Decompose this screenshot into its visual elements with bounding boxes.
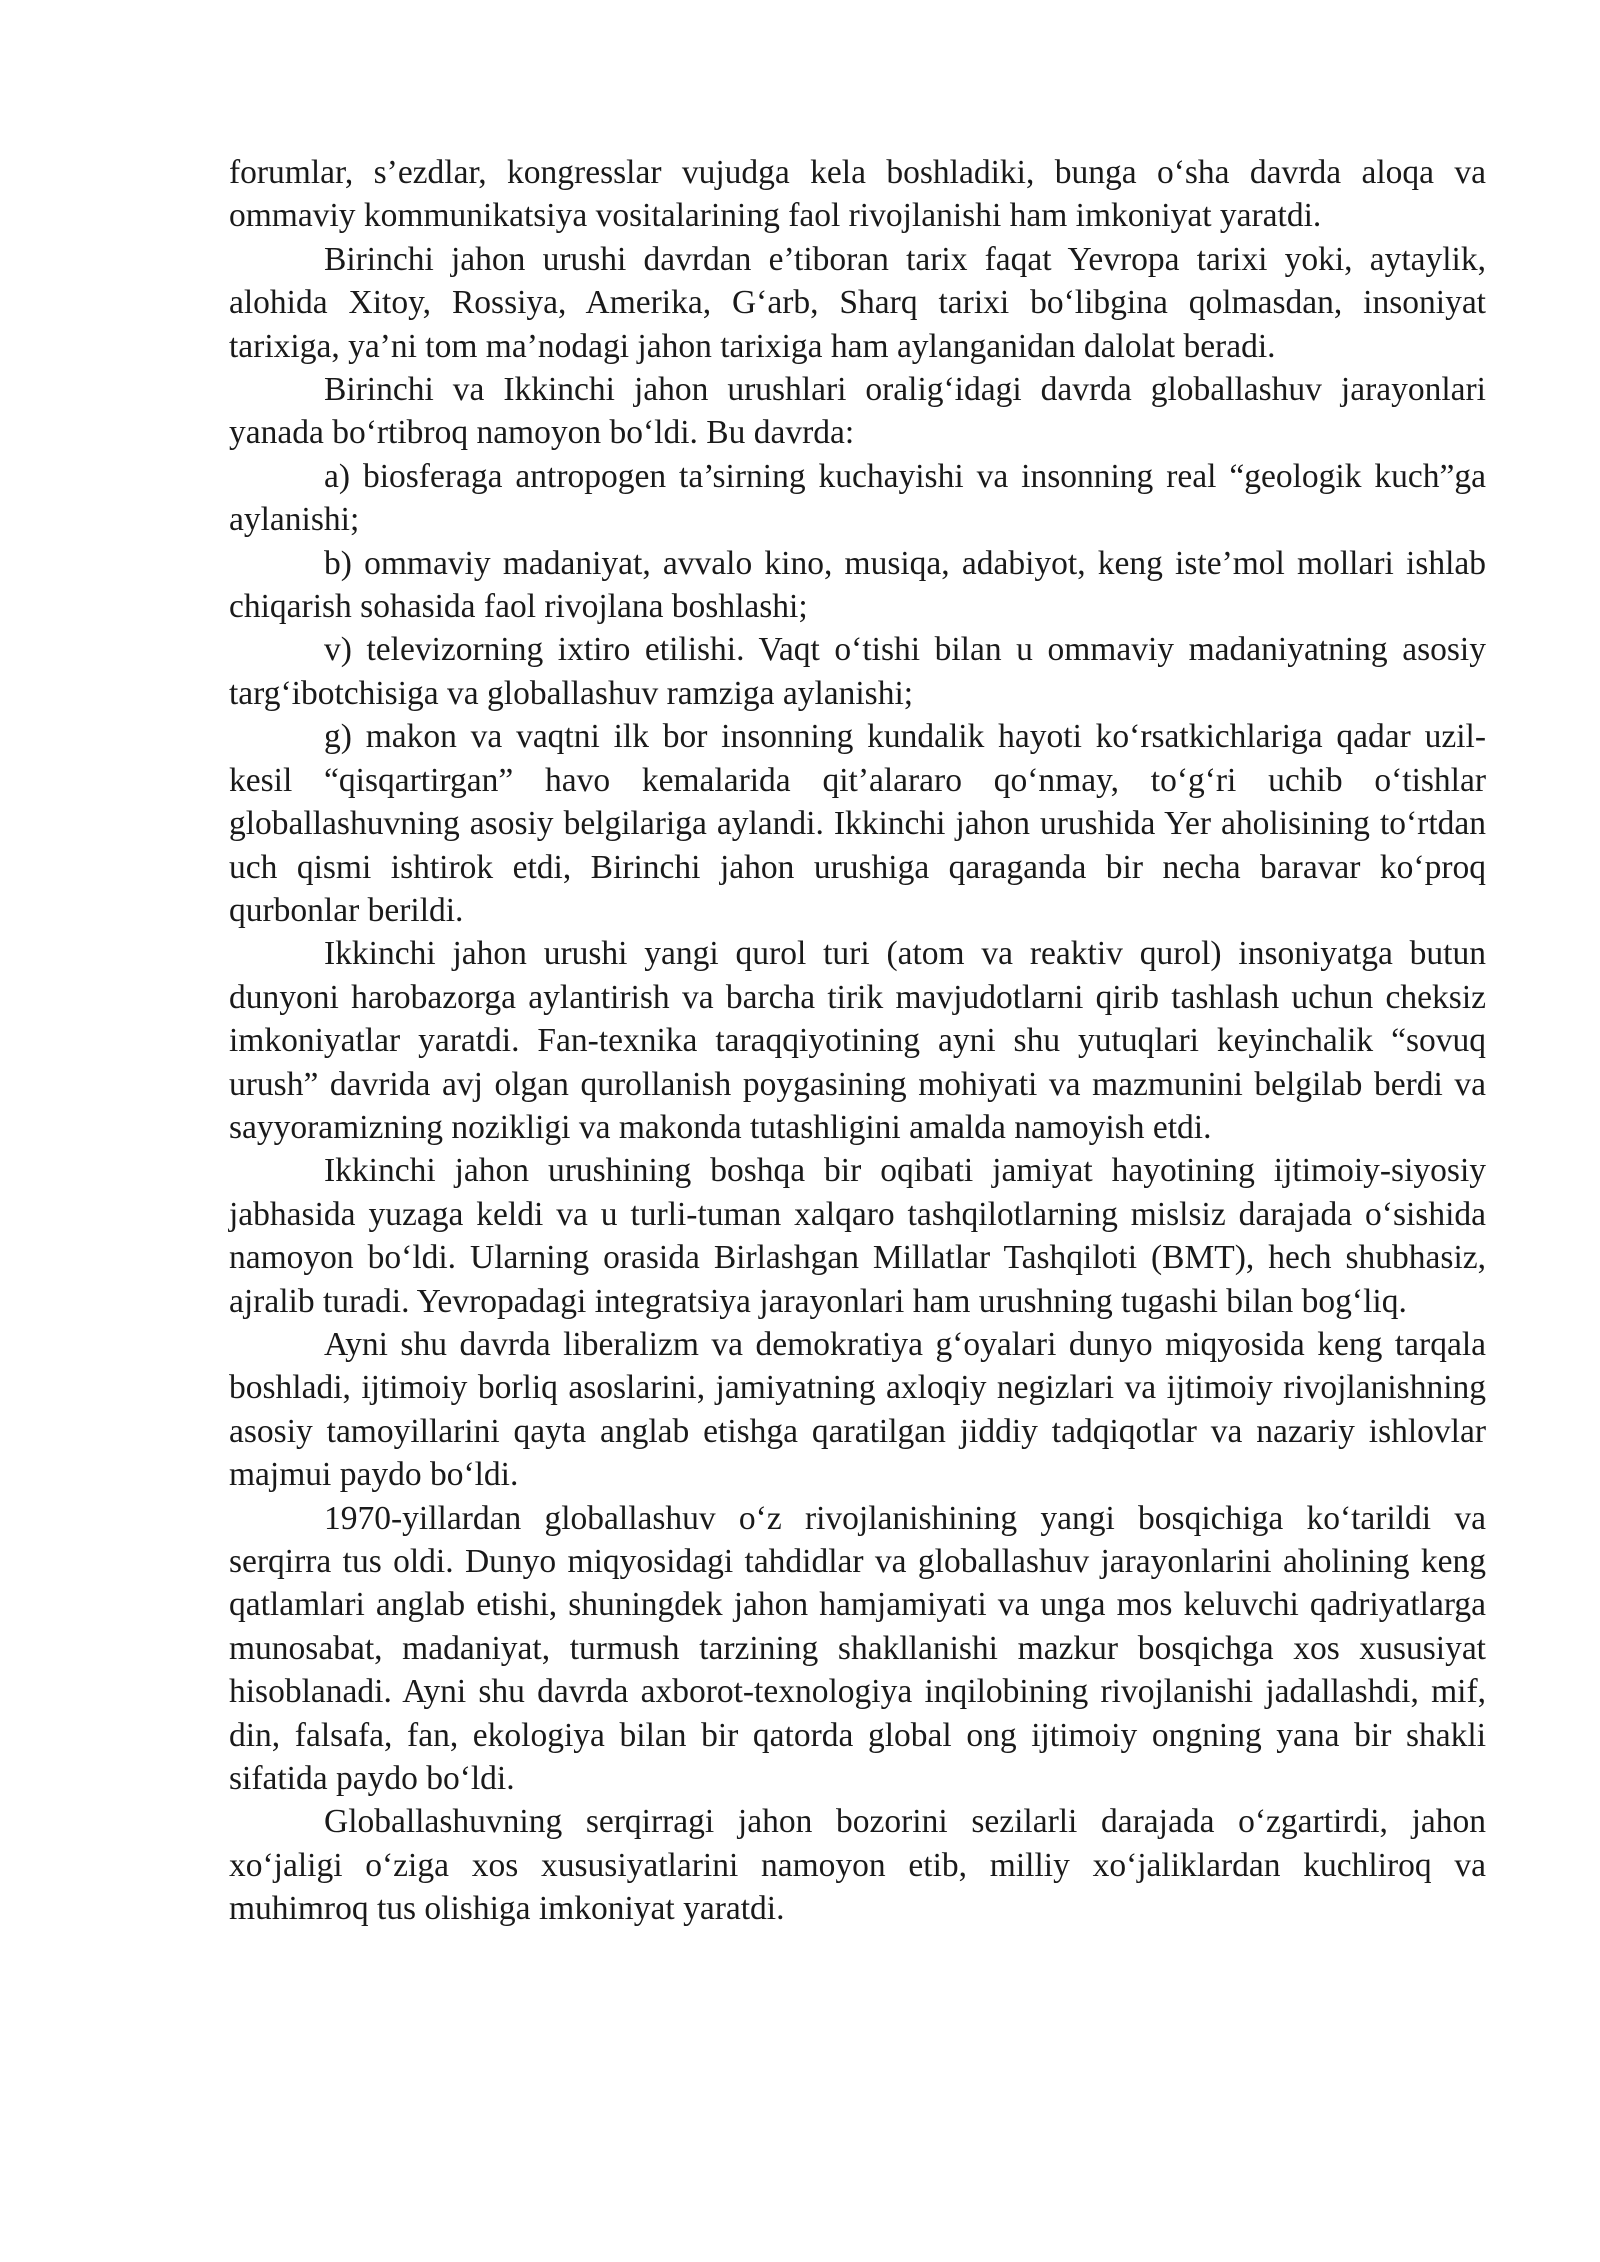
list-item-g: g) makon va vaqtni ilk bor insonning kundalik hayoti ko‘rsatkichlariga qadar uzil-kesil “qisqartirgan” havo kemalarida qit’alararo qo‘nmay, to‘g‘ri uchib o‘tishlar globallashuvning asosiy belgilariga aylandi. Ikkinchi jahon urushida Yer aholisining to‘rtdan uch qismi ishtirok etdi, Birinchi jahon urushiga qaraganda bir necha baravar ko‘proq qurbonlar berildi. xyxy=(229,718,1486,929)
paragraph-first-world-war: Birinchi jahon urushi davrdan e’tiboran tarix faqat Yevropa tarixi yoki, aytaylik, alohida Xitoy, Rossiya, Amerika, G‘arb, Sharq tarixi bo‘libgina qolmasdan, insoniyat tarixiga, ya’ni tom ma’nodagi jahon tarixiga ham aylanganidan dalolat beradi. xyxy=(229,240,1486,365)
paragraph-liberalism-democracy: Ayni shu davrda liberalizm va demokratiya g‘oyalari dunyo miqyosida keng tarqala boshladi, ijtimoiy borliq asoslarini, jamiyatning axloqiy negizlari va ijtimoiy rivojlanishning asosiy tamoyillarini qayta anglab etishga qaratilgan jiddiy tadqiqotlar va nazariy ishlovlar majmui paydo bo‘ldi. xyxy=(229,1325,1486,1494)
paragraph-world-market: Globallashuvning serqirragi jahon bozorini sezilarli darajada o‘zgartirdi, jahon xo‘jaligi o‘ziga xos xususiyatlarini namoyon etib, milliy xo‘jaliklardan kuchliroq va muhimroq tus olishiga imkoniyat yaratdi. xyxy=(229,1803,1486,1928)
list-item-v: v) televizorning ixtiro etilishi. Vaqt o‘tishi bilan u ommaviy madaniyatning asosiy targ‘ibotchisiga va globallashuv ramziga aylanishi; xyxy=(229,631,1486,712)
paragraph-international-organizations: Ikkinchi jahon urushining boshqa bir oqibati jamiyat hayotining ijtimoiy-siyosiy jabhasida yuzaga keldi va u turli-tuman xalqaro tashqilotlarning mislsiz darajada o‘sishida namoyon bo‘ldi. Ularning orasida Birlashgan Millatlar Tashqiloti (BMT), hech shubhasiz, ajralib turadi. Yevropadagi integratsiya jarayonlari ham urushning tugashi bilan bog‘liq. xyxy=(229,1152,1486,1320)
paragraph-continuation: forumlar, s’ezdlar, kongresslar vujudga kela boshladiki, bunga o‘sha davrda aloqa va ommaviy kommunikatsiya vositalarining faol rivojlanishi ham imkoniyat yaratdi. xyxy=(229,154,1486,235)
paragraph-interwar-period: Birinchi va Ikkinchi jahon urushlari oralig‘idagi davrda globallashuv jarayonlari yanada bo‘rtibroq namoyon bo‘ldi. Bu davrda: xyxy=(229,371,1486,452)
paragraph-second-world-war-weapons: Ikkinchi jahon urushi yangi qurol turi (atom va reaktiv qurol) insoniyatga butun dunyoni harobazorga aylantirish va barcha tirik mavjudotlarni qirib tashlash uchun cheksiz imkoniyatlar yaratdi. Fan-texnika taraqqiyotining ayni shu yutuqlari keyinchalik “sovuq urush” davrida avj olgan qurollanish poygasining mohiyati va mazmunini belgilab berdi va sayyoramizning nozikligi va makonda tutashligini amalda namoyish etdi. xyxy=(229,935,1486,1146)
paragraph-1970s-globalization: 1970-yillardan globallashuv o‘z rivojlanishining yangi bosqichiga ko‘tarildi va serqirra tus oldi. Dunyo miqyosidagi tahdidlar va globallashuv jarayonlarini aholining keng qatlamlari anglab etishi, shuningdek jahon hamjamiyati va unga mos keluvchi qadriyatlarga munosabat, madaniyat, turmush tarzining shakllanishi mazkur bosqichga xos xususiyat hisoblanadi. Ayni shu davrda axborot-texnologiya inqilobining rivojlanishi jadallashdi, mif, din, falsafa, fan, ekologiya bilan bir qatorda global ong ijtimoiy ongning yana bir shakli sifatida paydo bo‘ldi. xyxy=(229,1499,1486,1798)
list-item-b: b) ommaviy madaniyat, avvalo kino, musiqa, adabiyot, keng iste’mol mollari ishlab chiqarish sohasida faol rivojlana boshlashi; xyxy=(229,544,1486,626)
list-item-a: a) biosferaga antropogen ta’sirning kuchayishi va insonning real “geologik kuch”ga aylanishi; xyxy=(229,457,1486,539)
document-page xyxy=(229,151,1486,1931)
